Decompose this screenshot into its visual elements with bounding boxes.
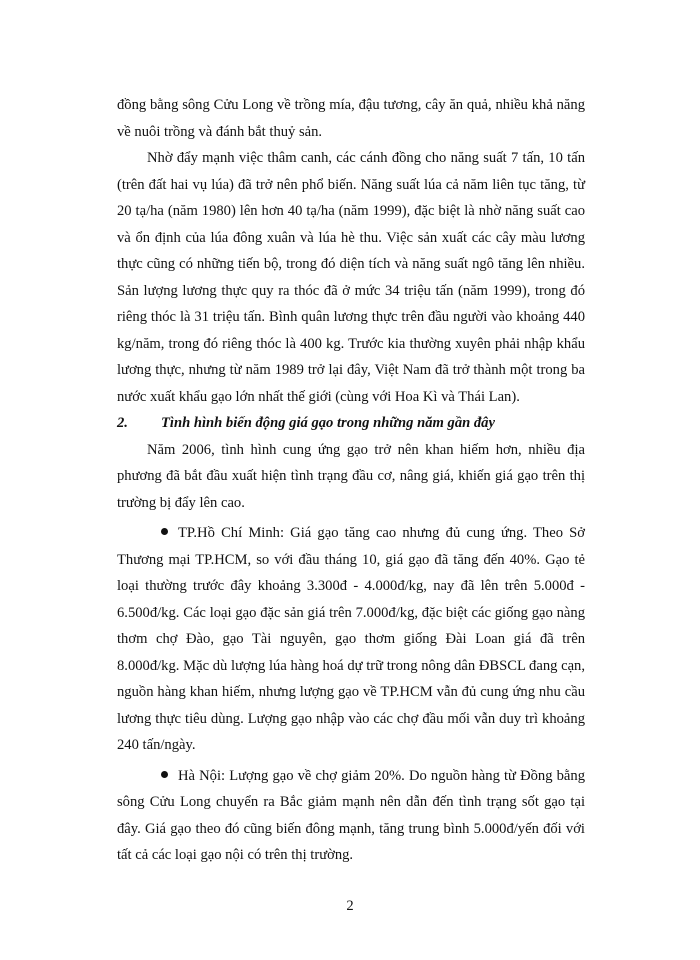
- section-heading: [117, 410, 585, 437]
- page-number: 2: [346, 898, 354, 914]
- bullet-item-hcmc: [117, 520, 585, 759]
- document-page: [117, 92, 585, 869]
- section-number: 2.: [117, 415, 128, 431]
- bullet-text: Hà Nội: Lượng gạo về chợ giảm 20%. Do nguồn hàng từ Đồng bằng sông Cửu Long chuyển ra Bắc giảm mạnh nên dẫn đến tình trạng sốt gạo tại đây. Giá gạo theo đó cũng biến đông mạnh, tăng trung bình 5.000đ/yến đối với tất cả các loại gạo nội có trên thị trường.: [117, 767, 585, 863]
- bullet-dot-icon: [161, 771, 168, 778]
- bullet-text: TP.Hồ Chí Minh: Giá gạo tăng cao nhưng đủ cung ứng. Theo Sở Thương mại TP.HCM, so với đầu tháng 10, giá gạo đã tăng đến 40%. Gạo tẻ loại thường trước đây khoảng 3.300đ - 4.000đ/kg, nay đã lên trên 5.000đ - 6.500đ/kg. Các loại gạo đặc sản giá trên 7.000đ/kg, đặc biệt các giống gạo nàng thơm chợ Đào, gạo Tài nguyên, gạo thơm giống Đài Loan giá đã trên 8.000đ/kg. Mặc dù lượng lúa hàng hoá dự trữ trong nông dân ĐBSCL đang cạn, nguồn hàng khan hiếm, nhưng lượng gạo về TP.HCM vẫn đủ cung ứng nhu cầu lương thực tiêu dùng. Lượng gạo nhập vào các chợ đầu mối vẫn duy trì khoảng 240 tấn/ngày.: [117, 525, 585, 753]
- section-title: Tình hình biến động giá gạo trong những năm gần đây: [161, 415, 495, 431]
- bullet-dot-icon: [161, 528, 168, 535]
- paragraph-rice-supply-2006: Năm 2006, tình hình cung ứng gạo trở nên khan hiếm hơn, nhiều địa phương đã bắt đầu xuất hiện tình trạng đầu cơ, nâng giá, khiến giá gạo trên thị trường bị đẩy lên cao.: [117, 441, 585, 511]
- bullet-item-hanoi: [117, 763, 585, 869]
- paragraph-continuation: đồng bằng sông Cửu Long về trồng mía, đậu tương, cây ăn quả, nhiều khả năng về nuôi trồng và đánh bắt thuỷ sản.: [117, 97, 585, 140]
- paragraph-intensive-farming: Nhờ đẩy mạnh việc thâm canh, các cánh đồng cho năng suất 7 tấn, 10 tấn (trên đất hai vụ lúa) đã trở nên phổ biến. Năng suất lúa cả năm liên tục tăng, từ 20 tạ/ha (năm 1980) lên hơn 40 tạ/ha (năm 1999), đặc biệt là nhờ năng suất cao và ổn định của lúa đông xuân và lúa hè thu. Việc sản xuất các cây màu lương thực cũng có những tiến bộ, trong đó diện tích và năng suất ngô tăng lên nhiều. Sản lượng lương thực quy ra thóc đã ở mức 34 triệu tấn (năm 1999), trong đó riêng thóc là 31 triệu tấn. Bình quân lương thực trên đầu người vào khoảng 440 kg/năm, trong đó riêng thóc là 400 kg. Trước kia thường xuyên phải nhập khẩu lương thực, nhưng từ năm 1989 trở lại đây, Việt Nam đã trở thành một trong ba nước xuất khẩu gạo lớn nhất thế giới (cùng với Hoa Kì và Thái Lan).: [117, 150, 585, 405]
